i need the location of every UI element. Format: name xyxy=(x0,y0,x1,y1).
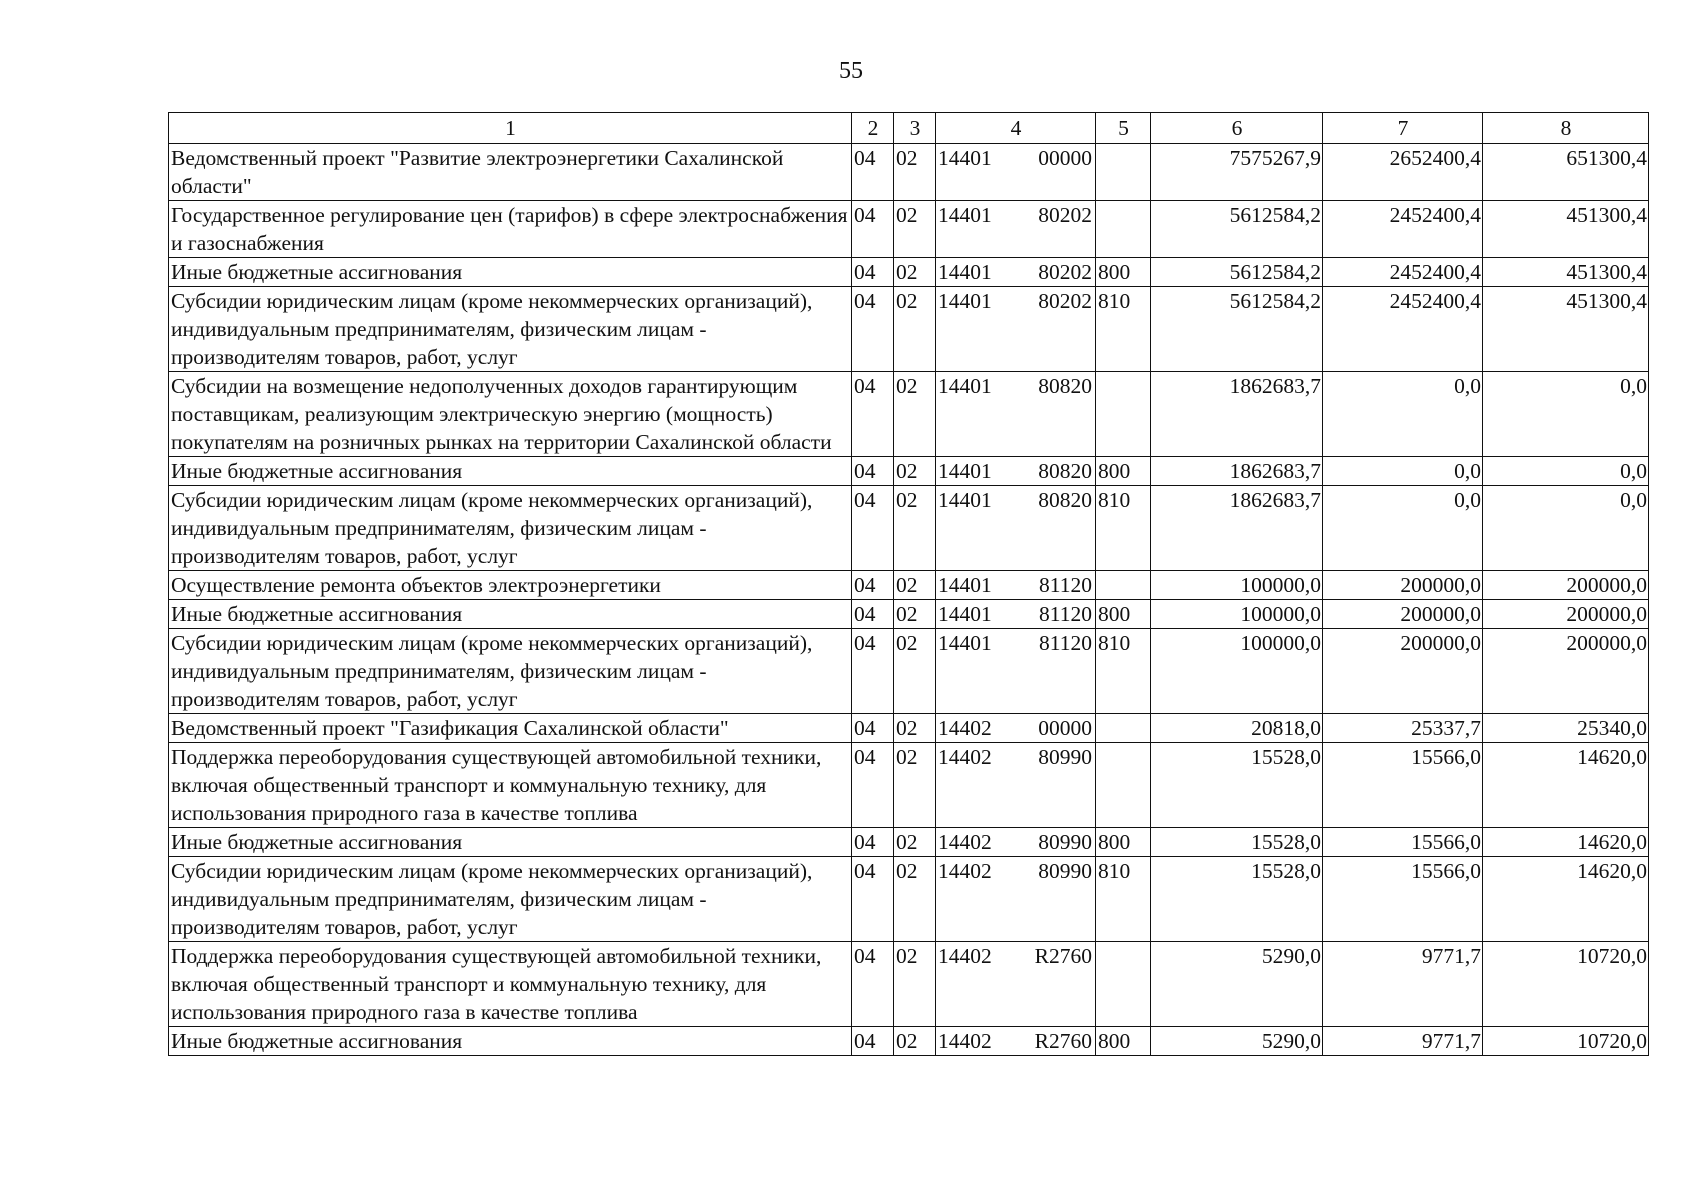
header-cell: 7 xyxy=(1323,113,1483,144)
table-row xyxy=(169,600,1649,629)
subsection-code: 02 xyxy=(894,629,936,714)
row-name: Государственное регулирование цен (тарифов) в сфере электроснабжения и газоснабжения xyxy=(169,201,852,258)
program-code: 14402 xyxy=(938,859,992,883)
section-code: 04 xyxy=(852,144,894,201)
program-code: 14402 xyxy=(938,830,992,854)
row-name: Иные бюджетные ассигнования xyxy=(169,1027,852,1056)
program-code: 14401 xyxy=(938,289,992,313)
amount-col-8: 0,0 xyxy=(1483,457,1649,486)
table-row xyxy=(169,629,1649,714)
direction-code: 80820 xyxy=(1038,374,1092,398)
row-name: Субсидии юридическим лицам (кроме некоммерческих организаций), индивидуальным предпринимателям, физическим лицам - производителям товаров, работ, услуг xyxy=(169,287,852,372)
amount-col-7: 200000,0 xyxy=(1323,600,1483,629)
amount-col-6: 100000,0 xyxy=(1151,600,1323,629)
expense-type-code: 810 xyxy=(1096,287,1151,372)
program-code: 14402 xyxy=(938,944,992,968)
amount-col-6: 5612584,2 xyxy=(1151,258,1323,287)
target-article-code xyxy=(936,571,1096,600)
amount-col-6: 20818,0 xyxy=(1151,714,1323,743)
amount-col-7: 200000,0 xyxy=(1323,629,1483,714)
target-article-code xyxy=(936,629,1096,714)
amount-col-7: 2452400,4 xyxy=(1323,258,1483,287)
row-name: Поддержка переоборудования существующей автомобильной техники, включая общественный транспорт и коммунальную технику, для использования природного газа в качестве топлива xyxy=(169,942,852,1027)
expense-type-code xyxy=(1096,714,1151,743)
amount-col-6: 1862683,7 xyxy=(1151,486,1323,571)
amount-col-6: 5612584,2 xyxy=(1151,201,1323,258)
direction-code: 81120 xyxy=(1039,573,1092,597)
row-name: Поддержка переоборудования существующей автомобильной техники, включая общественный транспорт и коммунальную технику, для использования природного газа в качестве топлива xyxy=(169,743,852,828)
amount-col-6: 5290,0 xyxy=(1151,942,1323,1027)
header-cell: 2 xyxy=(852,113,894,144)
expense-type-code: 800 xyxy=(1096,1027,1151,1056)
expense-type-code xyxy=(1096,372,1151,457)
section-code: 04 xyxy=(852,287,894,372)
amount-col-8: 10720,0 xyxy=(1483,942,1649,1027)
target-article-code xyxy=(936,287,1096,372)
expense-type-code: 810 xyxy=(1096,629,1151,714)
subsection-code: 02 xyxy=(894,600,936,629)
header-cell: 1 xyxy=(169,113,852,144)
subsection-code: 02 xyxy=(894,942,936,1027)
header-cell: 6 xyxy=(1151,113,1323,144)
target-article-code xyxy=(936,372,1096,457)
amount-col-7: 2452400,4 xyxy=(1323,287,1483,372)
direction-code: 80202 xyxy=(1038,260,1092,284)
section-code: 04 xyxy=(852,942,894,1027)
amount-col-7: 25337,7 xyxy=(1323,714,1483,743)
section-code: 04 xyxy=(852,372,894,457)
expense-type-code xyxy=(1096,571,1151,600)
amount-col-7: 15566,0 xyxy=(1323,857,1483,942)
header-cell: 3 xyxy=(894,113,936,144)
program-code: 14401 xyxy=(938,260,992,284)
amount-col-8: 0,0 xyxy=(1483,486,1649,571)
target-article-code xyxy=(936,942,1096,1027)
target-article-code xyxy=(936,258,1096,287)
table-row xyxy=(169,457,1649,486)
section-code: 04 xyxy=(852,857,894,942)
expense-type-code: 800 xyxy=(1096,457,1151,486)
program-code: 14401 xyxy=(938,374,992,398)
subsection-code: 02 xyxy=(894,372,936,457)
subsection-code: 02 xyxy=(894,144,936,201)
subsection-code: 02 xyxy=(894,457,936,486)
table-row xyxy=(169,857,1649,942)
row-name: Ведомственный проект "Газификация Сахалинской области" xyxy=(169,714,852,743)
amount-col-8: 451300,4 xyxy=(1483,287,1649,372)
subsection-code: 02 xyxy=(894,714,936,743)
table-row xyxy=(169,942,1649,1027)
subsection-code: 02 xyxy=(894,201,936,258)
amount-col-6: 1862683,7 xyxy=(1151,457,1323,486)
subsection-code: 02 xyxy=(894,287,936,372)
amount-col-8: 25340,0 xyxy=(1483,714,1649,743)
expense-type-code: 800 xyxy=(1096,258,1151,287)
amount-col-6: 15528,0 xyxy=(1151,743,1323,828)
table-row xyxy=(169,743,1649,828)
expense-type-code: 810 xyxy=(1096,486,1151,571)
direction-code: 80990 xyxy=(1038,859,1092,883)
table-row xyxy=(169,144,1649,201)
row-name: Иные бюджетные ассигнования xyxy=(169,828,852,857)
direction-code: 81120 xyxy=(1039,602,1092,626)
amount-col-6: 5290,0 xyxy=(1151,1027,1323,1056)
target-article-code xyxy=(936,714,1096,743)
amount-col-8: 200000,0 xyxy=(1483,629,1649,714)
target-article-code xyxy=(936,600,1096,629)
amount-col-6: 15528,0 xyxy=(1151,828,1323,857)
section-code: 04 xyxy=(852,828,894,857)
amount-col-6: 7575267,9 xyxy=(1151,144,1323,201)
table-row xyxy=(169,258,1649,287)
amount-col-7: 15566,0 xyxy=(1323,828,1483,857)
table-row xyxy=(169,372,1649,457)
amount-col-8: 451300,4 xyxy=(1483,258,1649,287)
amount-col-8: 200000,0 xyxy=(1483,571,1649,600)
amount-col-8: 14620,0 xyxy=(1483,743,1649,828)
amount-col-7: 9771,7 xyxy=(1323,942,1483,1027)
header-cell: 8 xyxy=(1483,113,1649,144)
amount-col-8: 651300,4 xyxy=(1483,144,1649,201)
program-code: 14402 xyxy=(938,716,992,740)
header-cell: 5 xyxy=(1096,113,1151,144)
amount-col-8: 10720,0 xyxy=(1483,1027,1649,1056)
amount-col-7: 0,0 xyxy=(1323,457,1483,486)
section-code: 04 xyxy=(852,629,894,714)
direction-code: 80820 xyxy=(1038,459,1092,483)
program-code: 14402 xyxy=(938,1029,992,1053)
row-name: Субсидии юридическим лицам (кроме некоммерческих организаций), индивидуальным предпринимателям, физическим лицам - производителям товаров, работ, услуг xyxy=(169,629,852,714)
target-article-code xyxy=(936,828,1096,857)
expense-type-code: 800 xyxy=(1096,600,1151,629)
row-name: Субсидии юридическим лицам (кроме некоммерческих организаций), индивидуальным предпринимателям, физическим лицам - производителям товаров, работ, услуг xyxy=(169,486,852,571)
table-row xyxy=(169,714,1649,743)
row-name: Ведомственный проект "Развитие электроэнергетики Сахалинской области" xyxy=(169,144,852,201)
direction-code: 80820 xyxy=(1038,488,1092,512)
amount-col-7: 0,0 xyxy=(1323,372,1483,457)
target-article-code xyxy=(936,743,1096,828)
program-code: 14401 xyxy=(938,573,992,597)
program-code: 14401 xyxy=(938,602,992,626)
expense-type-code: 810 xyxy=(1096,857,1151,942)
target-article-code xyxy=(936,201,1096,258)
program-code: 14402 xyxy=(938,745,992,769)
amount-col-7: 2452400,4 xyxy=(1323,201,1483,258)
row-name: Осуществление ремонта объектов электроэнергетики xyxy=(169,571,852,600)
program-code: 14401 xyxy=(938,488,992,512)
table-row xyxy=(169,1027,1649,1056)
amount-col-6: 1862683,7 xyxy=(1151,372,1323,457)
amount-col-7: 15566,0 xyxy=(1323,743,1483,828)
expense-type-code xyxy=(1096,743,1151,828)
table-row xyxy=(169,571,1649,600)
target-article-code xyxy=(936,1027,1096,1056)
amount-col-8: 14620,0 xyxy=(1483,828,1649,857)
amount-col-8: 200000,0 xyxy=(1483,600,1649,629)
direction-code: 80202 xyxy=(1038,289,1092,313)
target-article-code xyxy=(936,457,1096,486)
direction-code: 00000 xyxy=(1038,716,1092,740)
amount-col-7: 2652400,4 xyxy=(1323,144,1483,201)
direction-code: R2760 xyxy=(1034,944,1092,968)
subsection-code: 02 xyxy=(894,828,936,857)
expense-type-code xyxy=(1096,942,1151,1027)
section-code: 04 xyxy=(852,258,894,287)
row-name: Субсидии юридическим лицам (кроме некоммерческих организаций), индивидуальным предпринимателям, физическим лицам - производителям товаров, работ, услуг xyxy=(169,857,852,942)
header-cell: 4 xyxy=(936,113,1096,144)
subsection-code: 02 xyxy=(894,1027,936,1056)
table-row xyxy=(169,201,1649,258)
row-name: Иные бюджетные ассигнования xyxy=(169,600,852,629)
direction-code: 80990 xyxy=(1038,745,1092,769)
amount-col-6: 100000,0 xyxy=(1151,571,1323,600)
section-code: 04 xyxy=(852,600,894,629)
subsection-code: 02 xyxy=(894,571,936,600)
row-name: Субсидии на возмещение недополученных доходов гарантирующим поставщикам, реализующим электрическую энергию (мощность) покупателям на розничных рынках на территории Сахалинской области xyxy=(169,372,852,457)
amount-col-6: 5612584,2 xyxy=(1151,287,1323,372)
target-article-code xyxy=(936,144,1096,201)
direction-code: 81120 xyxy=(1039,631,1092,655)
budget-table xyxy=(168,112,1649,1056)
subsection-code: 02 xyxy=(894,857,936,942)
section-code: 04 xyxy=(852,201,894,258)
target-article-code xyxy=(936,857,1096,942)
table-body xyxy=(169,144,1649,1056)
row-name: Иные бюджетные ассигнования xyxy=(169,457,852,486)
section-code: 04 xyxy=(852,743,894,828)
amount-col-7: 0,0 xyxy=(1323,486,1483,571)
target-article-code xyxy=(936,486,1096,571)
section-code: 04 xyxy=(852,457,894,486)
direction-code: R2760 xyxy=(1034,1029,1092,1053)
program-code: 14401 xyxy=(938,631,992,655)
amount-col-6: 15528,0 xyxy=(1151,857,1323,942)
row-name: Иные бюджетные ассигнования xyxy=(169,258,852,287)
amount-col-8: 14620,0 xyxy=(1483,857,1649,942)
amount-col-7: 9771,7 xyxy=(1323,1027,1483,1056)
subsection-code: 02 xyxy=(894,743,936,828)
amount-col-8: 0,0 xyxy=(1483,372,1649,457)
program-code: 14401 xyxy=(938,146,992,170)
program-code: 14401 xyxy=(938,459,992,483)
section-code: 04 xyxy=(852,714,894,743)
expense-type-code xyxy=(1096,201,1151,258)
section-code: 04 xyxy=(852,486,894,571)
table-row xyxy=(169,828,1649,857)
amount-col-6: 100000,0 xyxy=(1151,629,1323,714)
table-row xyxy=(169,287,1649,372)
header-row xyxy=(169,113,1649,144)
program-code: 14401 xyxy=(938,203,992,227)
expense-type-code: 800 xyxy=(1096,828,1151,857)
section-code: 04 xyxy=(852,1027,894,1056)
page-number: 55 xyxy=(839,58,863,84)
subsection-code: 02 xyxy=(894,258,936,287)
table-row xyxy=(169,486,1649,571)
direction-code: 80990 xyxy=(1038,830,1092,854)
amount-col-7: 200000,0 xyxy=(1323,571,1483,600)
section-code: 04 xyxy=(852,571,894,600)
amount-col-8: 451300,4 xyxy=(1483,201,1649,258)
direction-code: 80202 xyxy=(1038,203,1092,227)
expense-type-code xyxy=(1096,144,1151,201)
subsection-code: 02 xyxy=(894,486,936,571)
direction-code: 00000 xyxy=(1038,146,1092,170)
